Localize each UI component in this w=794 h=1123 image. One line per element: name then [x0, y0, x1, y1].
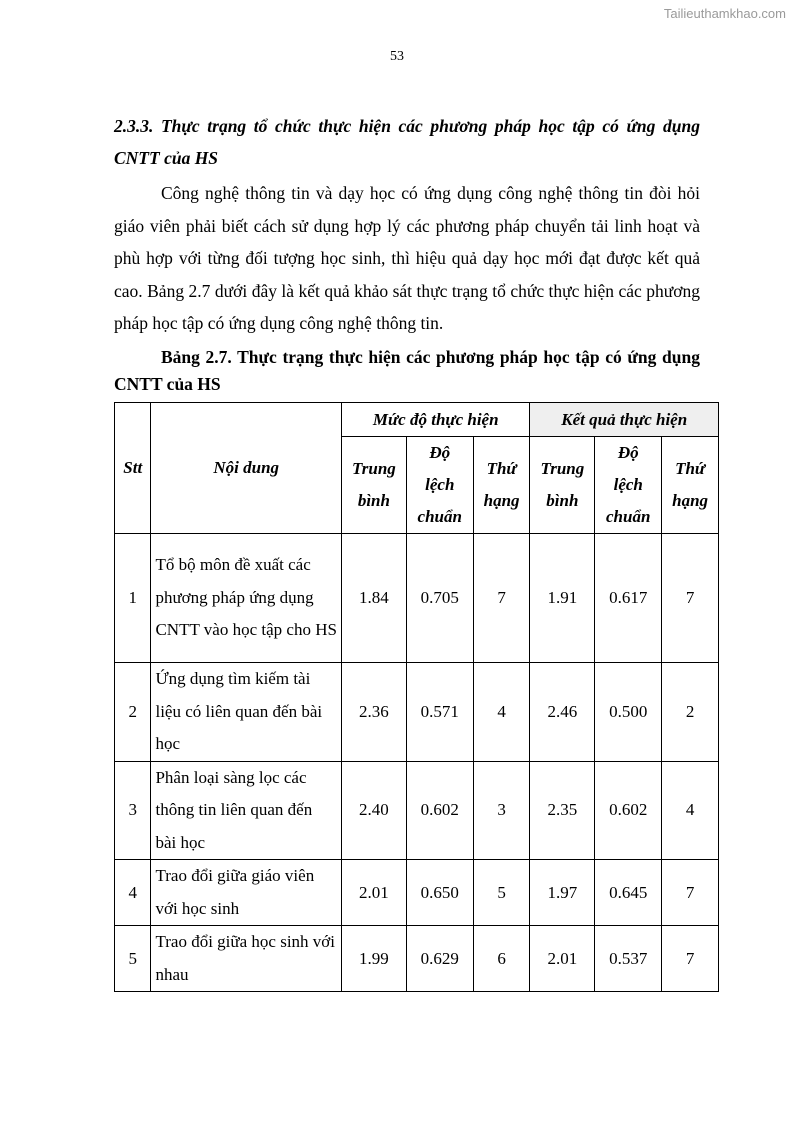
row-rank-result: 2: [662, 663, 719, 762]
header-rank: Thứ hạng: [473, 437, 530, 534]
table-row: [115, 663, 719, 762]
header-rank: Thứ hạng: [662, 437, 719, 534]
row-rank-level: 5: [473, 860, 530, 926]
table-header-row: [115, 403, 719, 437]
row-stt: 5: [115, 926, 151, 992]
row-rank-result: 4: [662, 761, 719, 860]
row-rank-result: 7: [662, 926, 719, 992]
table-caption: Bảng 2.7. Thực trạng thực hiện các phương pháp học tập có ứng dụng CNTT của HS: [114, 346, 700, 394]
row-sd-level: 0.629: [406, 926, 473, 992]
page-number: 53: [390, 49, 404, 64]
row-rank-level: 6: [473, 926, 530, 992]
row-mean-level: 1.84: [341, 534, 406, 663]
row-stt: 4: [115, 860, 151, 926]
row-sd-result: 0.500: [595, 663, 662, 762]
header-stt: Stt: [115, 403, 151, 534]
row-sd-level: 0.705: [406, 534, 473, 663]
row-rank-level: 4: [473, 663, 530, 762]
header-std-dev: Độ lệch chuẩn: [595, 437, 662, 534]
row-stt: 2: [115, 663, 151, 762]
row-content: Trao đổi giữa học sinh với nhau: [151, 926, 342, 992]
table-row: [115, 860, 719, 926]
header-content: Nội dung: [151, 403, 342, 534]
row-mean-result: 1.91: [530, 534, 595, 663]
row-stt: 1: [115, 534, 151, 663]
row-rank-result: 7: [662, 534, 719, 663]
row-content: Phân loại sàng lọc các thông tin liên quan đến bài học: [151, 761, 342, 860]
watermark-text: Tailieuthamkhao.com: [663, 6, 786, 21]
row-rank-result: 7: [662, 860, 719, 926]
section-heading: 2.3.3. Thực trạng tổ chức thực hiện các phương pháp học tập có ứng dụng CNTT của HS: [114, 116, 700, 168]
header-mean: Trung bình: [341, 437, 406, 534]
row-sd-result: 0.602: [595, 761, 662, 860]
row-mean-result: 2.46: [530, 663, 595, 762]
row-mean-result: 1.97: [530, 860, 595, 926]
row-stt: 3: [115, 761, 151, 860]
table-row: [115, 926, 719, 992]
header-std-dev: Độ lệch chuẩn: [406, 437, 473, 534]
row-mean-level: 2.01: [341, 860, 406, 926]
row-sd-level: 0.650: [406, 860, 473, 926]
row-mean-level: 1.99: [341, 926, 406, 992]
table-row: [115, 761, 719, 860]
row-content: Ứng dụng tìm kiếm tài liệu có liên quan đến bài học: [151, 663, 342, 762]
header-mean: Trung bình: [530, 437, 595, 534]
row-sd-result: 0.645: [595, 860, 662, 926]
table-row: [115, 534, 719, 663]
row-mean-level: 2.36: [341, 663, 406, 762]
row-content: Trao đổi giữa giáo viên với học sinh: [151, 860, 342, 926]
row-content: Tổ bộ môn đề xuất các phương pháp ứng dụng CNTT vào học tập cho HS: [151, 534, 342, 663]
row-mean-result: 2.35: [530, 761, 595, 860]
survey-table: [114, 402, 719, 992]
row-sd-level: 0.571: [406, 663, 473, 762]
header-implementation-level: Mức độ thực hiện: [341, 403, 529, 437]
row-rank-level: 7: [473, 534, 530, 663]
row-rank-level: 3: [473, 761, 530, 860]
row-sd-level: 0.602: [406, 761, 473, 860]
row-sd-result: 0.617: [595, 534, 662, 663]
row-sd-result: 0.537: [595, 926, 662, 992]
row-mean-level: 2.40: [341, 761, 406, 860]
body-paragraph: Công nghệ thông tin và dạy học có ứng dụng công nghệ thông tin đòi hỏi giáo viên phải biết cách sử dụng hợp lý các phương pháp chuyển tải linh hoạt và phù hợp với từng đối tượng học sinh, thì hiệu quả dạy học mới đạt được kết quả cao. Bảng 2.7 dưới đây là kết quả khảo sát thực trạng tổ chức thực hiện các phương pháp học tập có ứng dụng công nghệ thông tin.: [114, 183, 700, 334]
document-body: [114, 110, 700, 398]
row-mean-result: 2.01: [530, 926, 595, 992]
header-implementation-result: Kết quả thực hiện: [530, 403, 719, 437]
